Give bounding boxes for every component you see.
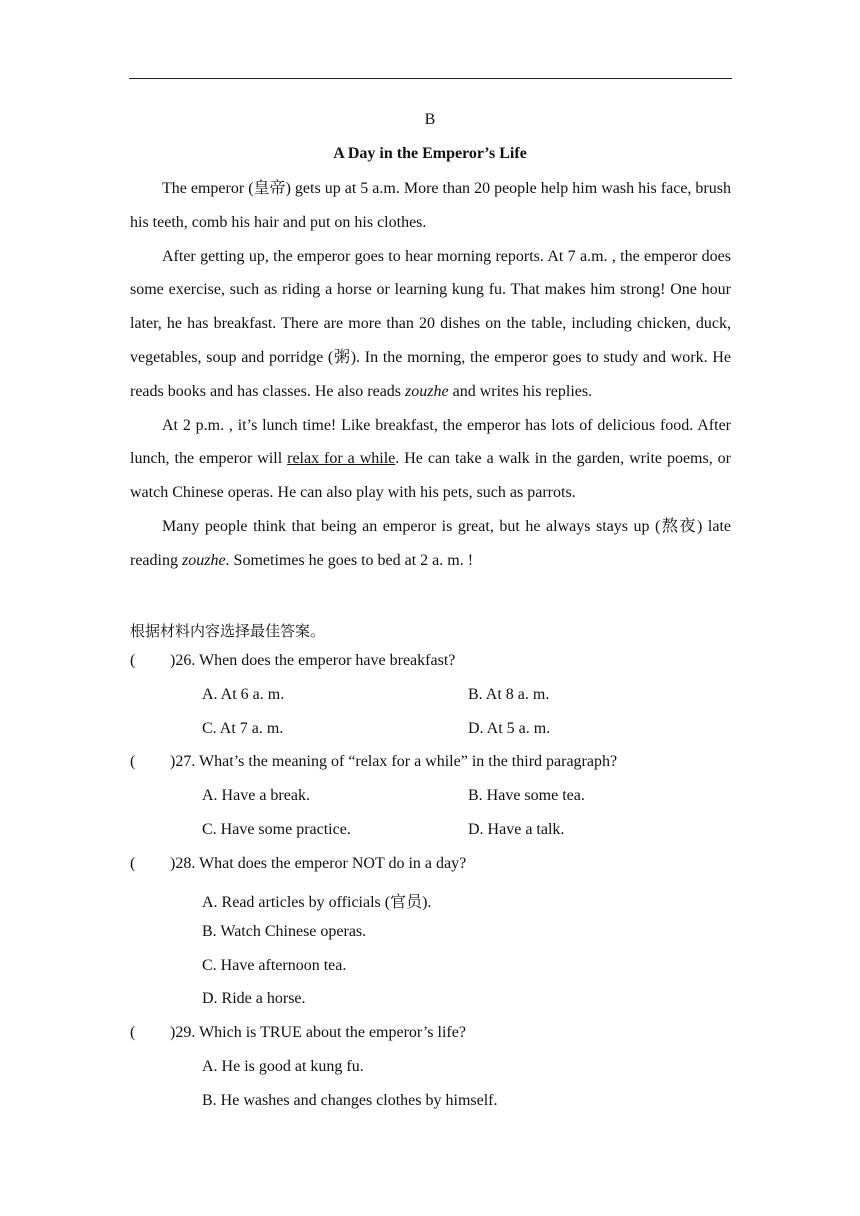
option-27-b: B. Have some tea. xyxy=(468,787,585,804)
option-28-b: B. Watch Chinese operas. xyxy=(202,923,367,940)
question-text: )29. Which is TRUE about the emperor’s life? xyxy=(170,1024,466,1041)
option-26-c: C. At 7 a. m. xyxy=(202,720,284,737)
question-text: )28. What does the emperor NOT do in a day? xyxy=(170,855,467,872)
question-28-stem xyxy=(130,855,466,873)
text-segment: . Sometimes he goes to bed at 2 a. m. ! xyxy=(225,551,474,569)
option-27-c: C. Have some practice. xyxy=(202,821,351,838)
underlined-phrase: relax for a while xyxy=(287,450,396,468)
question-text: )26. When does the emperor have breakfast? xyxy=(170,652,456,669)
chinese-gloss: 粥 xyxy=(333,348,351,366)
paragraph-1 xyxy=(130,172,731,240)
reading-passage xyxy=(130,172,731,578)
option-26-a: A. At 6 a. m. xyxy=(202,686,285,703)
chinese-gloss: 皇帝 xyxy=(253,180,286,197)
section-letter: B xyxy=(424,111,436,128)
question-27-stem xyxy=(130,753,617,771)
question-text: )27. What’s the meaning of “relax for a while” in the third paragraph? xyxy=(170,753,618,770)
option-27-a: A. Have a break. xyxy=(202,787,310,804)
text-segment: After getting up, the emperor goes to hear morning reports. At 7 a.m. , the emperor does some exercise, such as riding a horse or learning kung fu. That makes him strong! One hour later, he has breakfast. There are more than 20 dishes on the table, including chicken, duck, vegetables, soup and porridge ( xyxy=(130,247,731,366)
text-segment: ). In the morning, the emperor goes to study and work. He reads books and has classes. He also reads xyxy=(130,348,731,400)
question-29-stem xyxy=(130,1024,466,1042)
answer-blank[interactable]: ( xyxy=(130,753,136,770)
option-26-b: B. At 8 a. m. xyxy=(468,686,550,703)
paragraph-2 xyxy=(130,240,731,409)
italic-term: zouzhe xyxy=(181,551,226,569)
option-28-c: C. Have afternoon tea. xyxy=(202,957,347,974)
answer-blank[interactable]: ( xyxy=(130,652,136,669)
paragraph-4 xyxy=(130,510,731,578)
option-29-b: B. He washes and changes clothes by himself. xyxy=(202,1092,498,1109)
text-segment: Many people think that being an emperor is great, but he always stays up ( xyxy=(162,517,661,535)
answer-blank[interactable]: ( xyxy=(130,1024,136,1041)
option-27-d: D. Have a talk. xyxy=(468,821,565,838)
text-segment: ) gets up at 5 a.m. More than 20 people help him wash his face, brush his teeth, comb his hair and put on his clothes. xyxy=(130,180,731,231)
italic-term: zouzhe xyxy=(405,382,449,400)
text-segment: and writes his replies. xyxy=(448,382,593,400)
header-rule xyxy=(129,78,732,79)
option-26-d: D. At 5 a. m. xyxy=(468,720,551,737)
option-28-d: D. Ride a horse. xyxy=(202,990,306,1007)
text-segment: The emperor ( xyxy=(162,180,254,197)
option-28-a: A. Read articles by officials (官员). xyxy=(202,894,432,911)
passage-title: A Day in the Emperor’s Life xyxy=(333,145,527,162)
chinese-gloss: 熬夜 xyxy=(660,517,698,535)
option-29-a: A. He is good at kung fu. xyxy=(202,1058,364,1075)
answer-blank[interactable]: ( xyxy=(130,855,136,872)
paragraph-3 xyxy=(130,409,731,510)
instruction: 根据材料内容选择最佳答案。 xyxy=(130,622,326,640)
question-26-stem xyxy=(130,652,455,670)
text-segment: . He can take a walk in the garden, write poems, or watch Chinese operas. He can also play with his pets, such as parrots. xyxy=(130,450,732,502)
text-segment: At 2 p.m. , it’s lunch time! Like breakfast, the emperor has lots of delicious food. After lunch, the emperor will xyxy=(130,416,731,468)
text-segment: ) late reading xyxy=(130,517,731,569)
